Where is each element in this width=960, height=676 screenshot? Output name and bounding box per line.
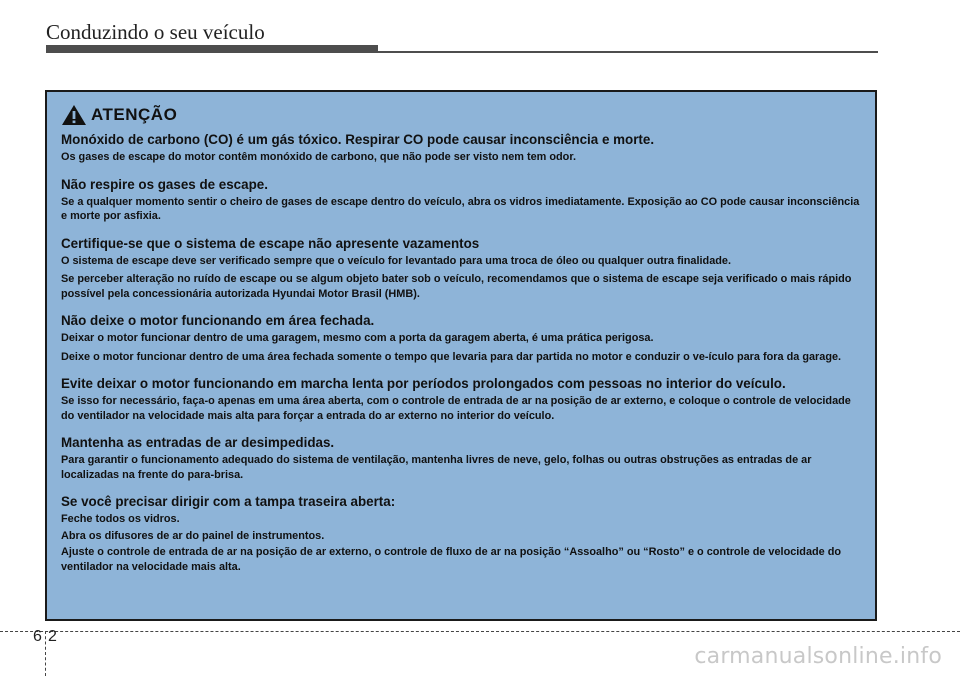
section-paragraph: Se isso for necessário, faça-o apenas em uma área aberta, com o controle de entrada de ar na posição de ar externo, e coloque o controle de velocidade do ventilador na velocidade mais alta para forçar a entrada do ar externo no interior do veículo. [61, 395, 851, 422]
section-paragraph: Deixar o motor funcionar dentro de uma garagem, mesmo com a porta da garagem aberta, é uma prática perigosa. [61, 332, 654, 344]
warning-title: ATENÇÃO [91, 105, 178, 124]
warning-section [61, 434, 864, 482]
page-header-title: Conduzindo o seu veículo [46, 20, 265, 44]
section-heading: Certifique-se que o sistema de escape não apresente vazamentos [61, 235, 480, 251]
section-paragraph: Se a qualquer momento sentir o cheiro de gases de escape dentro do veículo, abra os vidros imediatamente. Exposição ao CO pode causar inconsciência e morte por asfixia. [61, 195, 860, 222]
section-paragraph: Deixe o motor funcionar dentro de uma área fechada somente o tempo que levaria para dar partida no motor e conduzir o ve-ículo para fora da garage. [61, 350, 842, 363]
warning-section [61, 375, 864, 423]
intro-heading: Monóxido de carbono (CO) é um gás tóxico. Respirar CO pode causar inconsciência e morte. [61, 132, 655, 147]
section-heading: Mantenha as entradas de ar desimpedidas. [61, 435, 335, 450]
warning-section [61, 176, 864, 224]
section-paragraph: Para garantir o funcionamento adequado do sistema de ventilação, mantenha livres de neve, gelo, folhas ou outras obstruções as entradas de ar localizadas na frente do para-brisa. [61, 454, 812, 481]
page-number: 2 [48, 628, 57, 645]
section-paragraph: Ajuste o controle de entrada de ar na posição de ar externo, o controle de fluxo de ar na posição “Assoalho” ou “Rosto” e o controle de velocidade do ventilador na velocidade mais alta. [61, 546, 842, 573]
intro-text: Os gases de escape do motor contêm monóxido de carbono, que não pode ser visto nem tem odor. [61, 151, 576, 163]
warning-header [61, 104, 864, 126]
section-heading: Não deixe o motor funcionando em área fechada. [61, 313, 375, 328]
warning-section [61, 493, 864, 574]
section-paragraph: Abra os difusores de ar do painel de instrumentos. [61, 529, 325, 542]
warning-section [61, 235, 864, 302]
section-paragraph: Feche todos os vidros. [61, 513, 180, 525]
section-heading: Se você precisar dirigir com a tampa traseira aberta: [61, 494, 396, 509]
warning-box [45, 90, 877, 621]
section-heading: Não respire os gases de escape. [61, 176, 268, 192]
section-paragraph: Se perceber alteração no ruído de escape ou se algum objeto bater sob o veículo, recomendamos que o sistema de escape seja verificado o mais rápido possível pela concessionária autorizada Hyundai Motor Brasil (HMB). [61, 273, 852, 300]
page-chapter: 6 [33, 628, 42, 645]
header-rule-thick [46, 45, 378, 53]
section-heading: Evite deixar o motor funcionando em marcha lenta por períodos prolongados com pessoas no interior do veículo. [61, 376, 786, 391]
section-paragraph: O sistema de escape deve ser verificado sempre que o veículo for levantado para uma troca de óleo ou qualquer outra finalidade. [61, 254, 731, 267]
warning-section [61, 312, 864, 364]
warning-triangle-icon [61, 104, 87, 126]
warning-intro [61, 131, 864, 165]
header-rule-thin [378, 51, 878, 53]
watermark: carmanualsonline.info [694, 644, 942, 669]
footer-dashed-divider [45, 631, 46, 676]
footer-dashed-line [0, 631, 960, 632]
